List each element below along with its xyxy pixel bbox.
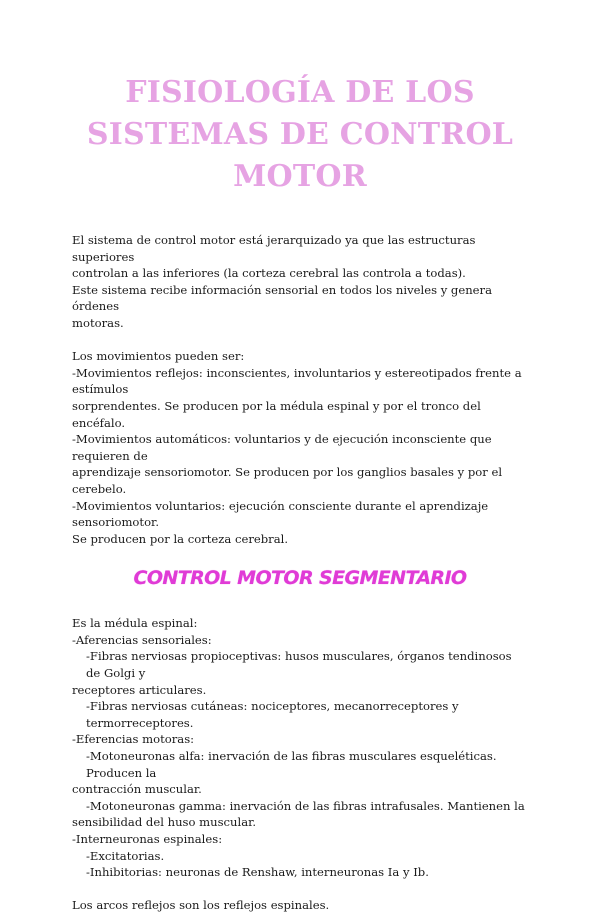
section-heading: CONTROL MOTOR SEGMENTARIO xyxy=(133,567,467,590)
sub-list-item: -Excitatorias. xyxy=(86,848,165,863)
list-item: -Movimientos reflejos: inconscientes, involuntarios y estereotipados frente a estímulos xyxy=(72,365,522,397)
text-line: Los movimientos pueden ser: xyxy=(72,349,245,364)
list-item: -Movimientos automáticos: voluntarios y de ejecución inconsciente que requieren de xyxy=(72,432,492,463)
text-line: receptores articulares. xyxy=(72,682,207,697)
text-line: Es la médula espinal: xyxy=(72,616,198,631)
sub-list-item: -Inhibitorias: neuronas de Renshaw, interneuronas Ia y Ib. xyxy=(86,865,429,880)
sub-list-item: -Motoneuronas gamma: inervación de las fibras intrafusales. Mantienen la xyxy=(86,798,525,813)
text-line: contracción muscular. xyxy=(72,782,202,797)
movements-paragraph xyxy=(72,348,528,547)
sub-list-item: -Fibras nerviosas propioceptivas: husos musculares, órganos tendinosos de Golgi y xyxy=(86,649,512,681)
list-item: -Movimientos voluntarios: ejecución consciente durante el aprendizaje sensoriomotor. xyxy=(72,498,489,530)
sub-list-item: -Motoneuronas alfa: inervación de las fibras musculares esqueléticas. Producen la xyxy=(86,749,497,780)
closing-paragraph xyxy=(72,897,528,914)
list-item: -Interneuronas espinales: xyxy=(72,832,223,846)
text-line: sorprendentes. Se producen por la médula espinal y por el tronco del encéfalo. xyxy=(72,398,481,430)
text-line: Este sistema recibe información sensorial en todos los niveles y genera órdenes xyxy=(72,282,493,314)
sub-list-item: -Fibras nerviosas cutáneas: nociceptores, mecanorreceptores y termorreceptores. xyxy=(86,699,459,730)
text-line: Los arcos reflejos son los reflejos espinales. xyxy=(72,898,330,913)
text-line: sensibilidad del huso muscular. xyxy=(72,815,257,830)
segmental-paragraph xyxy=(72,615,528,881)
text-line: controlan a las inferiores (la corteza cerebral las controla a todas). xyxy=(72,266,466,281)
list-item: -Aferencias sensoriales: xyxy=(72,632,212,647)
title-line-1: FISIOLOGÍA DE LOS xyxy=(125,75,475,110)
title-line-3: MOTOR xyxy=(233,159,367,194)
text-line: aprendizaje sensoriomotor. Se producen por los ganglios basales y por el cerebelo. xyxy=(72,465,503,496)
document-title xyxy=(62,72,538,198)
text-line: El sistema de control motor está jerarquizado ya que las estructuras superiores xyxy=(72,233,476,264)
text-line: Se producen por la corteza cerebral. xyxy=(72,531,289,546)
title-line-2: SISTEMAS DE CONTROL xyxy=(86,117,514,152)
list-item: -Eferencias motoras: xyxy=(72,732,195,747)
text-line: motoras. xyxy=(72,315,124,330)
intro-paragraph xyxy=(72,232,528,332)
